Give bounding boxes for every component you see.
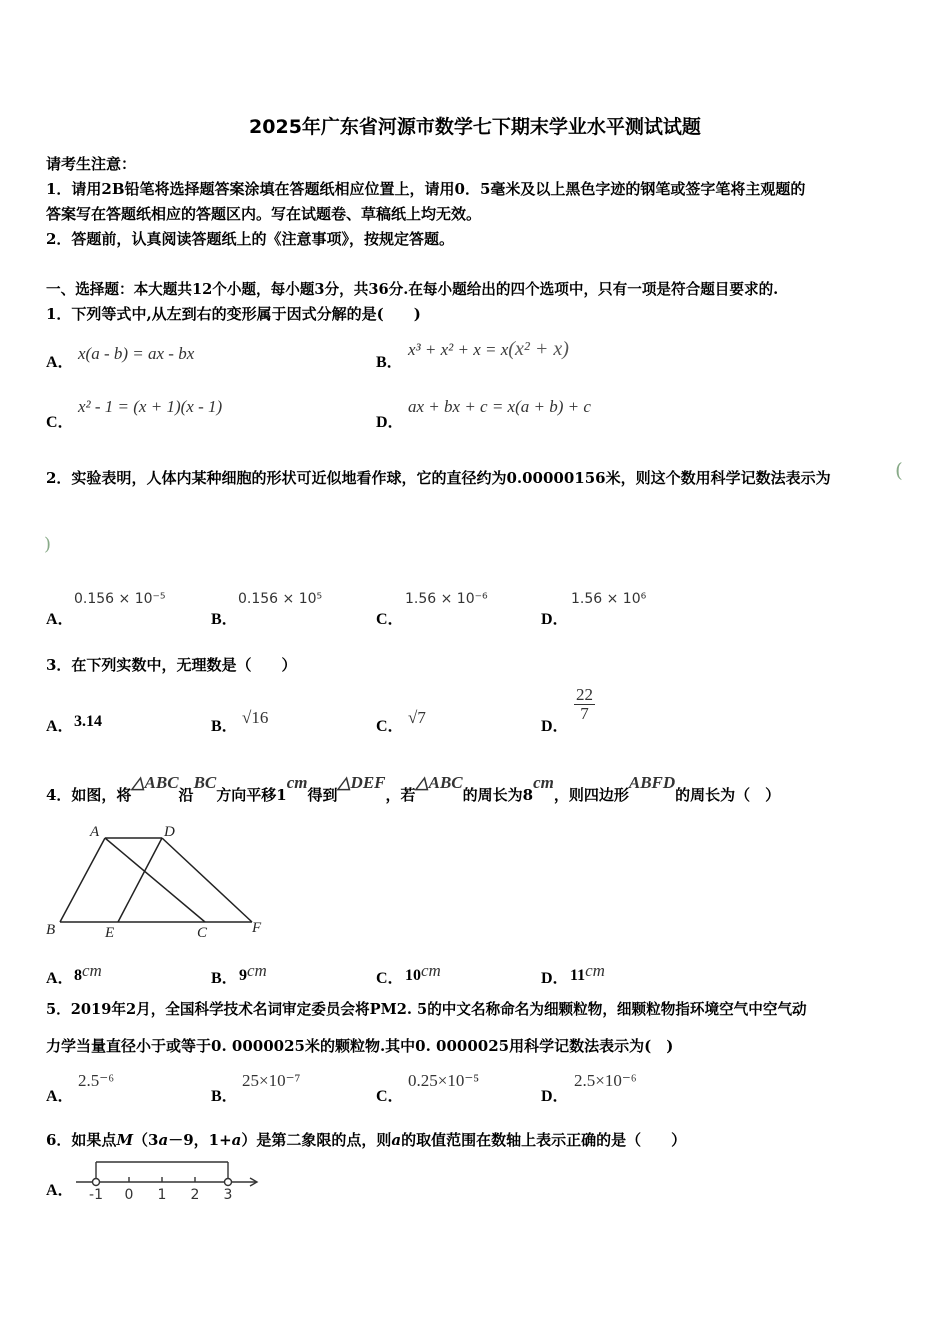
q4-figure-line-ab bbox=[60, 838, 105, 922]
q4-stem-p7: ，则四边形 bbox=[553, 786, 629, 804]
q4-stem-m6: cm bbox=[533, 773, 554, 792]
q4-option-b-unit: cm bbox=[247, 961, 267, 980]
q4-label-d[interactable]: D． bbox=[541, 970, 569, 987]
q4-figure-line-df bbox=[162, 838, 252, 922]
q1-option-b-left: x³ + x² + x = x bbox=[408, 340, 509, 359]
q6-stem-m: M bbox=[116, 1131, 134, 1149]
q5-label-b[interactable]: B． bbox=[211, 1088, 238, 1105]
q5-option-a: 2.5⁻⁶ bbox=[78, 1071, 115, 1090]
q4-figure-label-c: C bbox=[197, 925, 208, 941]
q3-option-b: √16 bbox=[242, 708, 269, 727]
q5-option-b: 25×10⁻⁷ bbox=[242, 1071, 301, 1090]
q5-label-c[interactable]: C． bbox=[376, 1088, 404, 1105]
q4-figure-label-b: B bbox=[46, 922, 56, 938]
q2-close-paren: ) bbox=[44, 534, 52, 555]
q4-figure-label-f: F bbox=[252, 920, 262, 936]
q4-label-b[interactable]: B． bbox=[211, 970, 238, 987]
tick-label-3: 3 bbox=[223, 1187, 233, 1203]
q2-stem: 2．实验表明，人体内某种细胞的形状可近似地看作球，它的直径约为0.00000156米，则这个数用科学记数法表示为 bbox=[46, 469, 831, 487]
q4-option-c bbox=[405, 961, 441, 985]
q4-stem-p5: ，若 bbox=[385, 786, 416, 804]
q3-option-d bbox=[574, 686, 595, 723]
q2-label-c[interactable]: C． bbox=[376, 611, 404, 628]
q1-option-b bbox=[408, 338, 569, 361]
q5-label-a[interactable]: A． bbox=[46, 1088, 74, 1105]
q6-stem-a2: a bbox=[231, 1131, 242, 1149]
q4-figure-label-e: E bbox=[105, 925, 115, 941]
q2-label-d[interactable]: D． bbox=[541, 611, 569, 628]
q3-option-c: √7 bbox=[408, 708, 426, 727]
q4-option-a-unit: cm bbox=[82, 961, 102, 980]
notice-line-1b: 答案写在答题纸相应的答题区内。写在试题卷、草稿纸上均无效。 bbox=[46, 205, 482, 223]
q4-option-b bbox=[239, 961, 267, 985]
q6-label-a[interactable]: A． bbox=[46, 1182, 74, 1199]
q4-stem-p4: 得到 bbox=[307, 786, 338, 804]
q4-option-b-value: 9 bbox=[239, 967, 247, 984]
q4-figure bbox=[40, 820, 270, 945]
q1-option-b-paren: (x² + x) bbox=[508, 338, 569, 360]
q6-stem-mid2: －9，1+ bbox=[168, 1131, 232, 1149]
q4-option-d bbox=[570, 961, 605, 985]
q6-stem-post: 的取值范围在数轴上表示正确的是（ ） bbox=[401, 1131, 687, 1149]
q4-option-d-unit: cm bbox=[585, 961, 605, 980]
q3-label-d[interactable]: D． bbox=[541, 718, 569, 735]
q2-label-a[interactable]: A． bbox=[46, 611, 74, 628]
q4-stem-m7: ABFD bbox=[628, 773, 676, 792]
tick-label-2: 2 bbox=[190, 1187, 200, 1203]
q4-label-c[interactable]: C． bbox=[376, 970, 404, 987]
q1-label-d[interactable]: D． bbox=[376, 414, 404, 431]
q1-option-d: ax + bx + c = x(a + b) + c bbox=[408, 397, 591, 416]
q2-option-b: 0.156 × 10⁵ bbox=[238, 591, 323, 607]
tick-label-1: 1 bbox=[157, 1187, 167, 1203]
q4-stem-m2: BC bbox=[193, 773, 217, 792]
q4-option-c-value: 10 bbox=[405, 967, 421, 984]
q4-option-a bbox=[74, 961, 102, 985]
q2-label-b[interactable]: B． bbox=[211, 611, 238, 628]
q3-option-d-denominator: 7 bbox=[580, 704, 589, 723]
tick-label-0: 0 bbox=[124, 1187, 134, 1203]
q6-stem-a1: a bbox=[158, 1131, 169, 1149]
q4-stem-m5: △ABC bbox=[415, 773, 463, 792]
q4-option-c-unit: cm bbox=[421, 961, 441, 980]
q5-label-d[interactable]: D． bbox=[541, 1088, 569, 1105]
q6-stem-pre: 6．如果点 bbox=[46, 1131, 117, 1149]
q1-label-b[interactable]: B． bbox=[376, 354, 403, 371]
q5-option-d: 2.5×10⁻⁶ bbox=[574, 1071, 637, 1090]
page-title: 2025年广东省河源市数学七下期末学业水平测试试题 bbox=[249, 116, 701, 138]
q6-stem bbox=[46, 1129, 686, 1150]
open-circle-left bbox=[93, 1179, 100, 1186]
q4-stem-m1: △ABC bbox=[131, 773, 179, 792]
q1-label-a[interactable]: A． bbox=[46, 354, 74, 371]
notice-line-2: 2．答题前，认真阅读答题纸上的《注意事项》，按规定答题。 bbox=[46, 230, 454, 248]
q5-stem-line-2: 力学当量直径小于或等于0. 0000025米的颗粒物.其中0. 0000025用科学记数法表示为( ) bbox=[46, 1037, 674, 1055]
q6-stem-mid: （3 bbox=[133, 1131, 159, 1149]
q4-stem-p8: 的周长为（ ） bbox=[675, 786, 781, 804]
q1-label-c[interactable]: C． bbox=[46, 414, 74, 431]
q6-option-a-number-line bbox=[72, 1155, 262, 1203]
q3-option-a: 3.14 bbox=[74, 713, 102, 730]
q2-option-c: 1.56 × 10⁻⁶ bbox=[405, 591, 488, 607]
q3-label-a[interactable]: A． bbox=[46, 718, 74, 735]
q4-stem-p1: 4．如图，将 bbox=[46, 786, 132, 804]
section-heading: 一、选择题：本大题共12个小题，每小题3分，共36分.在每小题给出的四个选项中，只有一项是符合题目要求的. bbox=[46, 281, 779, 298]
q4-stem bbox=[46, 773, 781, 805]
q3-stem: 3．在下列实数中，无理数是（ ） bbox=[46, 656, 297, 674]
open-circle-right bbox=[225, 1179, 232, 1186]
q2-option-d: 1.56 × 10⁶ bbox=[571, 591, 647, 607]
q1-option-a: x(a - b) = ax - bx bbox=[78, 344, 195, 363]
q4-stem-m4: △DEF bbox=[337, 773, 386, 792]
q4-stem-p2: 沿 bbox=[178, 786, 194, 804]
q3-label-b[interactable]: B． bbox=[211, 718, 238, 735]
q4-option-a-value: 8 bbox=[74, 967, 82, 984]
q4-option-d-value: 11 bbox=[570, 967, 586, 984]
tick-label-neg1: -1 bbox=[89, 1187, 103, 1203]
q1-stem: 1．下列等式中,从左到右的变形属于因式分解的是( ) bbox=[46, 305, 421, 323]
q4-stem-p6: 的周长为8 bbox=[462, 786, 534, 804]
q4-label-a[interactable]: A． bbox=[46, 970, 74, 987]
q4-stem-m3: cm bbox=[286, 773, 308, 792]
q2-open-paren: ( bbox=[895, 458, 903, 482]
notice-line-1a: 1．请用2B铅笔将选择题答案涂填在答题纸相应位置上，请用0．5毫米及以上黑色字迹的钢笔或签字笔将主观题的 bbox=[46, 180, 806, 198]
q4-figure-label-d: D bbox=[164, 824, 175, 840]
q4-stem-p3: 方向平移1 bbox=[216, 786, 287, 804]
q3-label-c[interactable]: C． bbox=[376, 718, 404, 735]
q3-option-d-numerator: 22 bbox=[576, 685, 593, 704]
q2-option-a: 0.156 × 10⁻⁵ bbox=[74, 591, 166, 607]
q5-stem-line-1: 5．2019年2月，全国科学技术名词审定委员会将PM2. 5的中文名称命名为细颗粒物，细颗粒物指环境空气中空气动 bbox=[46, 1001, 807, 1018]
q4-figure-label-a: A bbox=[90, 824, 100, 840]
q5-option-c: 0.25×10⁻⁵ bbox=[408, 1071, 480, 1090]
notice-heading: 请考生注意： bbox=[46, 155, 137, 173]
q6-stem-a3: a bbox=[391, 1131, 402, 1149]
q6-stem-mid3: ）是第二象限的点，则 bbox=[241, 1131, 392, 1149]
q1-option-c: x² - 1 = (x + 1)(x - 1) bbox=[78, 397, 223, 416]
